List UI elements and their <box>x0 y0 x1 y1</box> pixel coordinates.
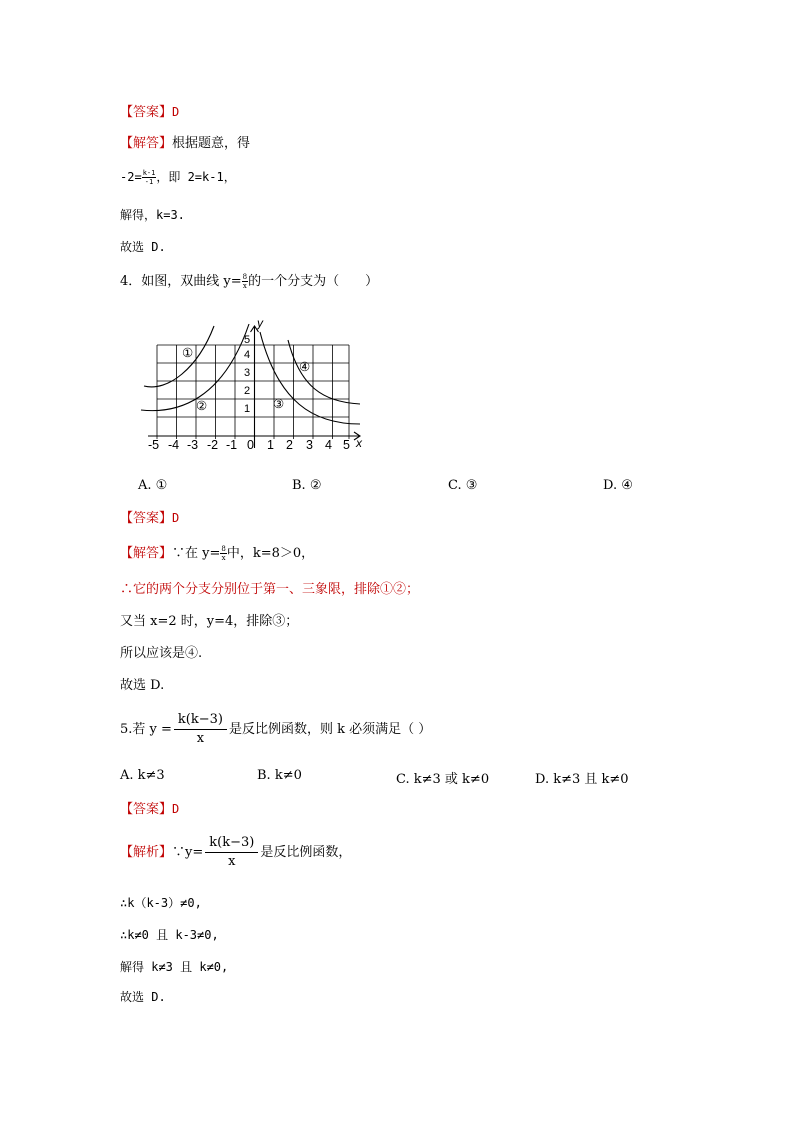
answer-tag: 【答案】 <box>120 105 173 120</box>
x-tick: -5 <box>148 438 160 452</box>
q4-solution-line3: 又当 x=2 时，y=4，排除③； <box>120 614 299 629</box>
branch-1 <box>144 326 214 387</box>
q5-solution-line5: 故选 D. <box>120 990 166 1004</box>
q4-answer <box>120 508 179 529</box>
q3-solution-header <box>120 134 250 154</box>
q4-option-c: C. ③ <box>448 478 478 493</box>
eq-fraction <box>142 169 157 186</box>
q4-solution-line5: 故选 D. <box>120 678 165 693</box>
q3-answer <box>120 102 179 123</box>
solution-tag: 【解答】 <box>120 136 173 151</box>
q4-graph <box>138 312 368 457</box>
solution-text: 根据题意，得 <box>172 136 251 151</box>
answer-value: D <box>172 511 180 525</box>
y-tick: 4 <box>244 349 251 361</box>
q5-denominator: x <box>196 731 205 746</box>
y-tick: 3 <box>244 367 251 379</box>
answer-value: D <box>172 105 180 119</box>
q5-solution-line2: ∴k（k-3）≠0, <box>120 896 202 910</box>
q4-option-d: D. ④ <box>603 478 633 493</box>
y-tick: 5 <box>244 334 251 346</box>
x-tick-labels <box>148 438 350 452</box>
branch-label-4: ④ <box>299 360 311 374</box>
q4-stem-post: 的一个分支为（ ） <box>248 274 379 289</box>
q5-stem <box>120 710 431 750</box>
sol-denominator: x <box>221 554 226 562</box>
x-axis-label: x <box>356 436 362 450</box>
sol-post: 中，k=8＞0， <box>226 546 315 561</box>
x-tick: 2 <box>286 438 293 452</box>
q5-solution-line1 <box>120 833 351 873</box>
q5-option-c: C. k≠3 或 k≠0 <box>396 772 490 787</box>
q5-solution-line3: ∴k≠0 且 k-3≠0, <box>120 928 219 942</box>
x-tick: 4 <box>325 438 332 452</box>
q4-numerator: 8 <box>242 273 248 281</box>
q4-solution-line4: 所以应该是④. <box>120 646 203 661</box>
branch-label-2: ② <box>196 399 208 413</box>
sol-numerator: 8 <box>221 545 226 553</box>
q5-stem-post: 是反比例函数，则 k 必须满足（ ） <box>228 722 432 737</box>
x-tick: 1 <box>267 438 274 452</box>
sol-denominator: x <box>228 854 236 869</box>
eq-denominator: -1 <box>144 178 154 186</box>
q5-solution-line4: 解得 k≠3 且 k≠0, <box>120 960 229 974</box>
sol-fraction <box>205 834 258 871</box>
q5-answer <box>120 799 179 820</box>
sol-post: 是反比例函数， <box>260 845 352 860</box>
q4-stem <box>120 272 378 292</box>
sol-numerator: k(k−3) <box>205 834 258 853</box>
x-tick: -3 <box>187 438 199 452</box>
q5-option-a: A. k≠3 <box>120 768 165 783</box>
q3-choose-line: 故选 D. <box>120 240 166 254</box>
sol-pre: ∵在 y= <box>172 546 221 561</box>
q5-stem-fraction <box>174 711 227 748</box>
y-tick: 2 <box>244 385 251 397</box>
q4-denominator: x <box>242 282 247 290</box>
x-tick: 0 <box>247 438 254 452</box>
curves <box>141 324 360 424</box>
answer-tag: 【答案】 <box>120 511 173 526</box>
q5-option-b: B. k≠0 <box>257 768 302 783</box>
y-tick-labels <box>244 334 250 415</box>
y-tick: 1 <box>244 403 251 415</box>
q5-numerator: k(k−3) <box>174 711 227 730</box>
q4-stem-pre: 4．如图，双曲线 y= <box>120 274 242 289</box>
q4-option-b: B. ② <box>292 478 322 493</box>
eq-rest: ，即 2=k-1， <box>156 170 236 184</box>
q4-solution-line1 <box>120 544 314 564</box>
y-axis-label: y <box>257 316 263 330</box>
x-tick: 3 <box>306 438 313 452</box>
answer-value: D <box>172 802 180 816</box>
eq-lhs: -2= <box>120 170 142 184</box>
q4-option-a: A. ① <box>138 478 168 493</box>
x-tick: -1 <box>226 438 238 452</box>
branch-label-3: ③ <box>273 397 285 411</box>
q5-stem-pre: 5.若 y = <box>120 722 172 737</box>
q3-solve-line: 解得，k=3. <box>120 208 185 222</box>
q3-equation <box>120 167 236 187</box>
eq-numerator: k-1 <box>142 169 156 177</box>
q5-option-d: D. k≠3 且 k≠0 <box>535 772 629 787</box>
axes <box>148 326 360 448</box>
x-tick: -4 <box>168 438 180 452</box>
solution-tag: 【解析】 <box>120 845 173 860</box>
x-tick: 5 <box>343 438 350 452</box>
solution-tag: 【解答】 <box>120 546 173 561</box>
sol-pre: ∵y= <box>172 845 204 860</box>
q4-solution-line2: ∴它的两个分支分别位于第一、三象限，排除①②； <box>120 582 420 597</box>
x-tick: -2 <box>207 438 219 452</box>
answer-tag: 【答案】 <box>120 802 173 817</box>
branch-label-1: ① <box>182 346 194 360</box>
